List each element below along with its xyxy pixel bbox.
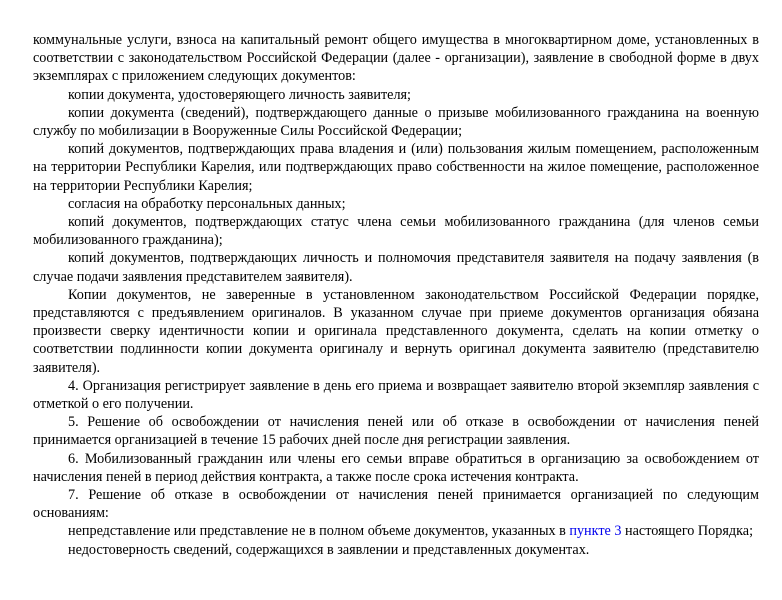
ground-incomplete-after: настоящего Порядка; <box>621 523 754 540</box>
paragraph-ground-incomplete <box>33 522 759 540</box>
paragraph-doc-mobilization: копии документа (сведений), подтверждающего данные о призыве мобилизованного гражданина на военную службу по мобилизации в Вооруженные Силы Российской Федерации; <box>33 104 759 140</box>
paragraph-copies: Копии документов, не заверенные в установленном законодательством Российской Федерации порядке, представляются с предъявлением оригиналов. В указанном случае при приеме документов организация обязана произвести сверку идентичности копии и оригинала представленного документа, сделать на копии отметку о соответствии подлинности копии документа оригиналу и вернуть оригинал документа заявителю (представителю заявителя). <box>33 286 759 376</box>
paragraph-ground-unreliable: недостоверность сведений, содержащихся в заявлении и представленных документах. <box>68 541 590 558</box>
link-point-3[interactable]: пункте 3 <box>569 523 622 540</box>
paragraph-doc-representative: копий документов, подтверждающих личность и полномочия представителя заявителя на подачу заявления (в случае подачи заявления представителем заявителя). <box>33 250 759 285</box>
paragraph-doc-housing: копий документов, подтверждающих права владения и (или) пользования жилым помещением, расположенным на территории Республики Карелия, или подтверждающих право собственности на жилое помещение, расположенное на территории Республики Карелия; <box>33 141 759 194</box>
paragraph-intro: коммунальные услуги, взноса на капитальный ремонт общего имущества в многоквартирном доме, установленных в соответствии с законодательством Российской Федерации (далее - организации), заявление в свободной форме в двух экземплярах с приложением следующих документов: <box>33 32 759 85</box>
paragraph-doc-consent: согласия на обработку персональных данных; <box>68 195 346 212</box>
paragraph-item-4: 4. Организация регистрирует заявление в день его приема и возвращает заявителю второй экземпляр заявления с отметкой о его получении. <box>33 377 759 413</box>
paragraph-doc-family: копий документов, подтверждающих статус члена семьи мобилизованного гражданина (для членов семьи мобилизованного гражданина); <box>33 214 759 249</box>
paragraph-doc-identity: копии документа, удостоверяющего личность заявителя; <box>68 86 411 103</box>
document-body <box>33 31 759 559</box>
ground-incomplete-before: непредставление или представление не в полном объеме документов, указанных в <box>68 523 570 540</box>
paragraph-item-5: 5. Решение об освобождении от начисления пеней или об отказе в освобождении от начисления пеней принимается организацией в течение 15 рабочих дней после дня регистрации заявления. <box>33 414 759 449</box>
paragraph-item-7: 7. Решение об отказе в освобождении от начисления пеней принимается организацией по следующим основаниям: <box>33 487 759 522</box>
paragraph-item-6: 6. Мобилизованный гражданин или члены его семьи вправе обратиться в организацию за освобождением от начисления пеней в период действия контракта, а также после срока истечения контракта. <box>33 450 759 485</box>
